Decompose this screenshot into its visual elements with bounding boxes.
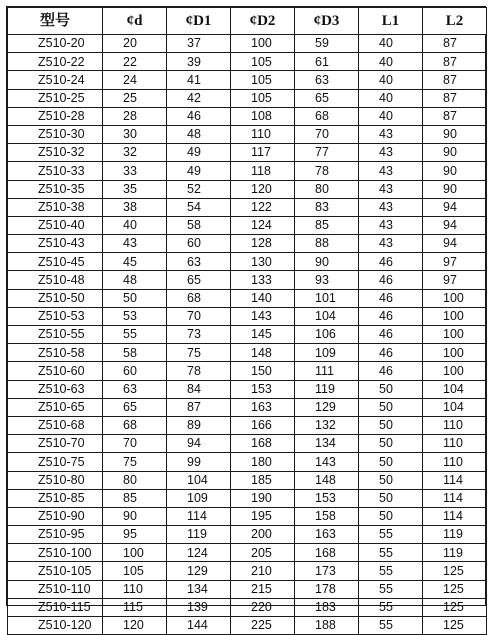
- cell-model: Z510-120: [8, 617, 103, 635]
- cell-d2: 200: [231, 526, 295, 544]
- cell-d2: 100: [231, 35, 295, 53]
- table-row: [8, 416, 487, 434]
- cell-model: Z510-105: [8, 562, 103, 580]
- header-d1: ¢D1: [167, 8, 231, 35]
- cell-l1: 55: [359, 580, 423, 598]
- cell-d3: 188: [295, 617, 359, 635]
- table-row: [8, 617, 487, 635]
- cell-d3: 104: [295, 307, 359, 325]
- cell-d3: 63: [295, 71, 359, 89]
- cell-d1: 134: [167, 580, 231, 598]
- cell-model: Z510-68: [8, 416, 103, 434]
- cell-model: Z510-28: [8, 107, 103, 125]
- cell-d: 55: [103, 326, 167, 344]
- cell-d: 115: [103, 598, 167, 616]
- cell-l2: 114: [423, 507, 487, 525]
- table-row: [8, 71, 487, 89]
- cell-l2: 87: [423, 53, 487, 71]
- cell-d2: 105: [231, 89, 295, 107]
- cell-d1: 39: [167, 53, 231, 71]
- cell-l2: 97: [423, 271, 487, 289]
- cell-l2: 110: [423, 416, 487, 434]
- cell-d2: 105: [231, 71, 295, 89]
- cell-model: Z510-48: [8, 271, 103, 289]
- cell-model: Z510-40: [8, 216, 103, 234]
- cell-l1: 55: [359, 526, 423, 544]
- cell-l2: 104: [423, 380, 487, 398]
- cell-d2: 118: [231, 162, 295, 180]
- cell-l2: 119: [423, 544, 487, 562]
- cell-l1: 43: [359, 235, 423, 253]
- cell-model: Z510-70: [8, 435, 103, 453]
- cell-l2: 110: [423, 435, 487, 453]
- cell-d3: 65: [295, 89, 359, 107]
- cell-d: 45: [103, 253, 167, 271]
- cell-d3: 93: [295, 271, 359, 289]
- cell-d3: 106: [295, 326, 359, 344]
- cell-model: Z510-24: [8, 71, 103, 89]
- cell-d: 58: [103, 344, 167, 362]
- cell-d2: 225: [231, 617, 295, 635]
- cell-model: Z510-53: [8, 307, 103, 325]
- header-l1: L1: [359, 8, 423, 35]
- cell-d1: 114: [167, 507, 231, 525]
- cell-d: 120: [103, 617, 167, 635]
- cell-l1: 43: [359, 162, 423, 180]
- cell-l2: 87: [423, 107, 487, 125]
- cell-model: Z510-32: [8, 144, 103, 162]
- cell-l1: 50: [359, 416, 423, 434]
- table-row: [8, 198, 487, 216]
- cell-l2: 100: [423, 344, 487, 362]
- cell-d2: 215: [231, 580, 295, 598]
- cell-l1: 55: [359, 562, 423, 580]
- cell-d2: 166: [231, 416, 295, 434]
- cell-d: 70: [103, 435, 167, 453]
- cell-d2: 185: [231, 471, 295, 489]
- cell-l1: 43: [359, 180, 423, 198]
- cell-d: 33: [103, 162, 167, 180]
- cell-d3: 119: [295, 380, 359, 398]
- cell-l1: 43: [359, 125, 423, 143]
- cell-d3: 61: [295, 53, 359, 71]
- table-row: [8, 162, 487, 180]
- cell-l1: 46: [359, 289, 423, 307]
- cell-model: Z510-90: [8, 507, 103, 525]
- table-row: [8, 307, 487, 325]
- cell-d3: 132: [295, 416, 359, 434]
- header-d2: ¢D2: [231, 8, 295, 35]
- cell-d: 63: [103, 380, 167, 398]
- cell-d3: 59: [295, 35, 359, 53]
- cell-model: Z510-75: [8, 453, 103, 471]
- table-row: [8, 544, 487, 562]
- cell-l1: 40: [359, 53, 423, 71]
- cell-d: 53: [103, 307, 167, 325]
- cell-model: Z510-115: [8, 598, 103, 616]
- table-row: [8, 144, 487, 162]
- cell-d3: 134: [295, 435, 359, 453]
- cell-d: 35: [103, 180, 167, 198]
- cell-d2: 122: [231, 198, 295, 216]
- cell-l1: 43: [359, 198, 423, 216]
- cell-d2: 124: [231, 216, 295, 234]
- spec-table: [7, 7, 487, 635]
- cell-l1: 40: [359, 89, 423, 107]
- cell-l2: 97: [423, 253, 487, 271]
- cell-d2: 145: [231, 326, 295, 344]
- cell-d3: 111: [295, 362, 359, 380]
- cell-d: 68: [103, 416, 167, 434]
- cell-d1: 73: [167, 326, 231, 344]
- cell-d1: 52: [167, 180, 231, 198]
- cell-model: Z510-22: [8, 53, 103, 71]
- cell-d3: 85: [295, 216, 359, 234]
- cell-model: Z510-43: [8, 235, 103, 253]
- table-row: [8, 253, 487, 271]
- cell-l1: 40: [359, 107, 423, 125]
- cell-d3: 78: [295, 162, 359, 180]
- cell-d: 28: [103, 107, 167, 125]
- cell-d2: 180: [231, 453, 295, 471]
- cell-l1: 50: [359, 453, 423, 471]
- cell-d1: 46: [167, 107, 231, 125]
- cell-model: Z510-35: [8, 180, 103, 198]
- cell-d1: 63: [167, 253, 231, 271]
- cell-d: 30: [103, 125, 167, 143]
- cell-l2: 90: [423, 125, 487, 143]
- cell-l1: 50: [359, 471, 423, 489]
- table-row: [8, 471, 487, 489]
- table-row: [8, 489, 487, 507]
- cell-d: 43: [103, 235, 167, 253]
- cell-l1: 46: [359, 271, 423, 289]
- header-d3: ¢D3: [295, 8, 359, 35]
- cell-d2: 195: [231, 507, 295, 525]
- cell-model: Z510-80: [8, 471, 103, 489]
- cell-d: 110: [103, 580, 167, 598]
- cell-d: 50: [103, 289, 167, 307]
- cell-d2: 210: [231, 562, 295, 580]
- cell-d: 105: [103, 562, 167, 580]
- cell-d: 48: [103, 271, 167, 289]
- cell-d1: 65: [167, 271, 231, 289]
- cell-d: 60: [103, 362, 167, 380]
- cell-l2: 125: [423, 580, 487, 598]
- cell-l2: 90: [423, 180, 487, 198]
- cell-d1: 124: [167, 544, 231, 562]
- cell-d3: 101: [295, 289, 359, 307]
- table-row: [8, 380, 487, 398]
- cell-model: Z510-50: [8, 289, 103, 307]
- cell-d1: 99: [167, 453, 231, 471]
- cell-d3: 148: [295, 471, 359, 489]
- cell-d1: 84: [167, 380, 231, 398]
- cell-d: 25: [103, 89, 167, 107]
- table-row: [8, 453, 487, 471]
- table-row: [8, 89, 487, 107]
- cell-l2: 87: [423, 35, 487, 53]
- cell-d2: 108: [231, 107, 295, 125]
- cell-l2: 100: [423, 289, 487, 307]
- cell-l2: 125: [423, 598, 487, 616]
- cell-d3: 88: [295, 235, 359, 253]
- cell-d3: 129: [295, 398, 359, 416]
- cell-d: 65: [103, 398, 167, 416]
- cell-d1: 94: [167, 435, 231, 453]
- cell-d1: 54: [167, 198, 231, 216]
- cell-l2: 87: [423, 89, 487, 107]
- cell-l1: 46: [359, 362, 423, 380]
- cell-d: 20: [103, 35, 167, 53]
- cell-model: Z510-65: [8, 398, 103, 416]
- cell-d1: 139: [167, 598, 231, 616]
- cell-l2: 119: [423, 526, 487, 544]
- cell-d2: 128: [231, 235, 295, 253]
- table-row: [8, 344, 487, 362]
- cell-d1: 48: [167, 125, 231, 143]
- cell-l2: 114: [423, 489, 487, 507]
- table-row: [8, 398, 487, 416]
- cell-l1: 46: [359, 344, 423, 362]
- table-row: [8, 235, 487, 253]
- cell-d2: 110: [231, 125, 295, 143]
- cell-d3: 70: [295, 125, 359, 143]
- cell-d: 100: [103, 544, 167, 562]
- cell-d2: 130: [231, 253, 295, 271]
- table-row: [8, 107, 487, 125]
- cell-d3: 173: [295, 562, 359, 580]
- cell-model: Z510-30: [8, 125, 103, 143]
- table-row: [8, 271, 487, 289]
- cell-l1: 55: [359, 617, 423, 635]
- cell-model: Z510-60: [8, 362, 103, 380]
- table-row: [8, 289, 487, 307]
- cell-d2: 117: [231, 144, 295, 162]
- cell-d1: 78: [167, 362, 231, 380]
- cell-d2: 153: [231, 380, 295, 398]
- cell-d1: 104: [167, 471, 231, 489]
- cell-d1: 49: [167, 144, 231, 162]
- table-row: [8, 580, 487, 598]
- cell-d1: 42: [167, 89, 231, 107]
- cell-d3: 153: [295, 489, 359, 507]
- cell-d: 32: [103, 144, 167, 162]
- header-model: 型号: [8, 8, 103, 35]
- cell-d1: 129: [167, 562, 231, 580]
- cell-d3: 163: [295, 526, 359, 544]
- table-row: [8, 180, 487, 198]
- cell-d3: 80: [295, 180, 359, 198]
- table-row: [8, 562, 487, 580]
- table-row: [8, 35, 487, 53]
- cell-l2: 110: [423, 453, 487, 471]
- table-row: [8, 526, 487, 544]
- table-row: [8, 362, 487, 380]
- table-row: [8, 435, 487, 453]
- cell-d1: 60: [167, 235, 231, 253]
- cell-l1: 40: [359, 35, 423, 53]
- cell-l1: 43: [359, 144, 423, 162]
- cell-d1: 37: [167, 35, 231, 53]
- cell-d3: 68: [295, 107, 359, 125]
- cell-d: 22: [103, 53, 167, 71]
- cell-d2: 220: [231, 598, 295, 616]
- cell-l1: 50: [359, 435, 423, 453]
- cell-d1: 68: [167, 289, 231, 307]
- cell-model: Z510-85: [8, 489, 103, 507]
- cell-d: 24: [103, 71, 167, 89]
- cell-d3: 90: [295, 253, 359, 271]
- cell-d2: 140: [231, 289, 295, 307]
- cell-model: Z510-20: [8, 35, 103, 53]
- cell-l1: 50: [359, 380, 423, 398]
- cell-d2: 190: [231, 489, 295, 507]
- cell-d2: 148: [231, 344, 295, 362]
- cell-l2: 90: [423, 162, 487, 180]
- cell-d: 38: [103, 198, 167, 216]
- cell-d2: 133: [231, 271, 295, 289]
- table-row: [8, 507, 487, 525]
- cell-l1: 43: [359, 216, 423, 234]
- table-body: [8, 35, 487, 635]
- cell-l2: 100: [423, 362, 487, 380]
- cell-model: Z510-38: [8, 198, 103, 216]
- cell-d1: 119: [167, 526, 231, 544]
- cell-model: Z510-45: [8, 253, 103, 271]
- cell-d2: 205: [231, 544, 295, 562]
- cell-d1: 87: [167, 398, 231, 416]
- table-header: [8, 8, 487, 35]
- cell-d1: 144: [167, 617, 231, 635]
- cell-l1: 55: [359, 544, 423, 562]
- table-row: [8, 326, 487, 344]
- cell-l2: 87: [423, 71, 487, 89]
- cell-d2: 120: [231, 180, 295, 198]
- cell-model: Z510-25: [8, 89, 103, 107]
- cell-d2: 163: [231, 398, 295, 416]
- cell-d2: 150: [231, 362, 295, 380]
- spec-table-sheet: [6, 6, 486, 633]
- cell-d1: 109: [167, 489, 231, 507]
- cell-l1: 50: [359, 489, 423, 507]
- cell-d1: 75: [167, 344, 231, 362]
- cell-d3: 178: [295, 580, 359, 598]
- cell-d1: 41: [167, 71, 231, 89]
- cell-model: Z510-95: [8, 526, 103, 544]
- cell-l1: 50: [359, 398, 423, 416]
- cell-l1: 46: [359, 326, 423, 344]
- cell-l2: 94: [423, 216, 487, 234]
- cell-l2: 104: [423, 398, 487, 416]
- table-row: [8, 53, 487, 71]
- table-row: [8, 216, 487, 234]
- cell-l2: 94: [423, 235, 487, 253]
- cell-d3: 109: [295, 344, 359, 362]
- header-d: ¢d: [103, 8, 167, 35]
- cell-d: 90: [103, 507, 167, 525]
- cell-d2: 168: [231, 435, 295, 453]
- cell-d1: 70: [167, 307, 231, 325]
- cell-d3: 143: [295, 453, 359, 471]
- header-row: [8, 8, 487, 35]
- cell-d3: 77: [295, 144, 359, 162]
- cell-l2: 125: [423, 562, 487, 580]
- table-row: [8, 125, 487, 143]
- cell-model: Z510-55: [8, 326, 103, 344]
- cell-model: Z510-63: [8, 380, 103, 398]
- cell-d: 80: [103, 471, 167, 489]
- cell-l2: 90: [423, 144, 487, 162]
- cell-l2: 114: [423, 471, 487, 489]
- cell-d2: 143: [231, 307, 295, 325]
- cell-l1: 40: [359, 71, 423, 89]
- cell-d1: 89: [167, 416, 231, 434]
- cell-d: 75: [103, 453, 167, 471]
- cell-l1: 46: [359, 307, 423, 325]
- cell-d: 95: [103, 526, 167, 544]
- cell-d: 85: [103, 489, 167, 507]
- cell-l1: 55: [359, 598, 423, 616]
- cell-l2: 100: [423, 326, 487, 344]
- cell-d1: 58: [167, 216, 231, 234]
- cell-model: Z510-58: [8, 344, 103, 362]
- table-row: [8, 598, 487, 616]
- cell-model: Z510-110: [8, 580, 103, 598]
- cell-l2: 125: [423, 617, 487, 635]
- cell-l2: 100: [423, 307, 487, 325]
- cell-d: 40: [103, 216, 167, 234]
- cell-d3: 83: [295, 198, 359, 216]
- cell-model: Z510-100: [8, 544, 103, 562]
- header-l2: L2: [423, 8, 487, 35]
- cell-l2: 94: [423, 198, 487, 216]
- cell-l1: 50: [359, 507, 423, 525]
- cell-d2: 105: [231, 53, 295, 71]
- cell-d1: 49: [167, 162, 231, 180]
- cell-model: Z510-33: [8, 162, 103, 180]
- cell-d3: 168: [295, 544, 359, 562]
- cell-l1: 46: [359, 253, 423, 271]
- cell-d3: 158: [295, 507, 359, 525]
- cell-d3: 183: [295, 598, 359, 616]
